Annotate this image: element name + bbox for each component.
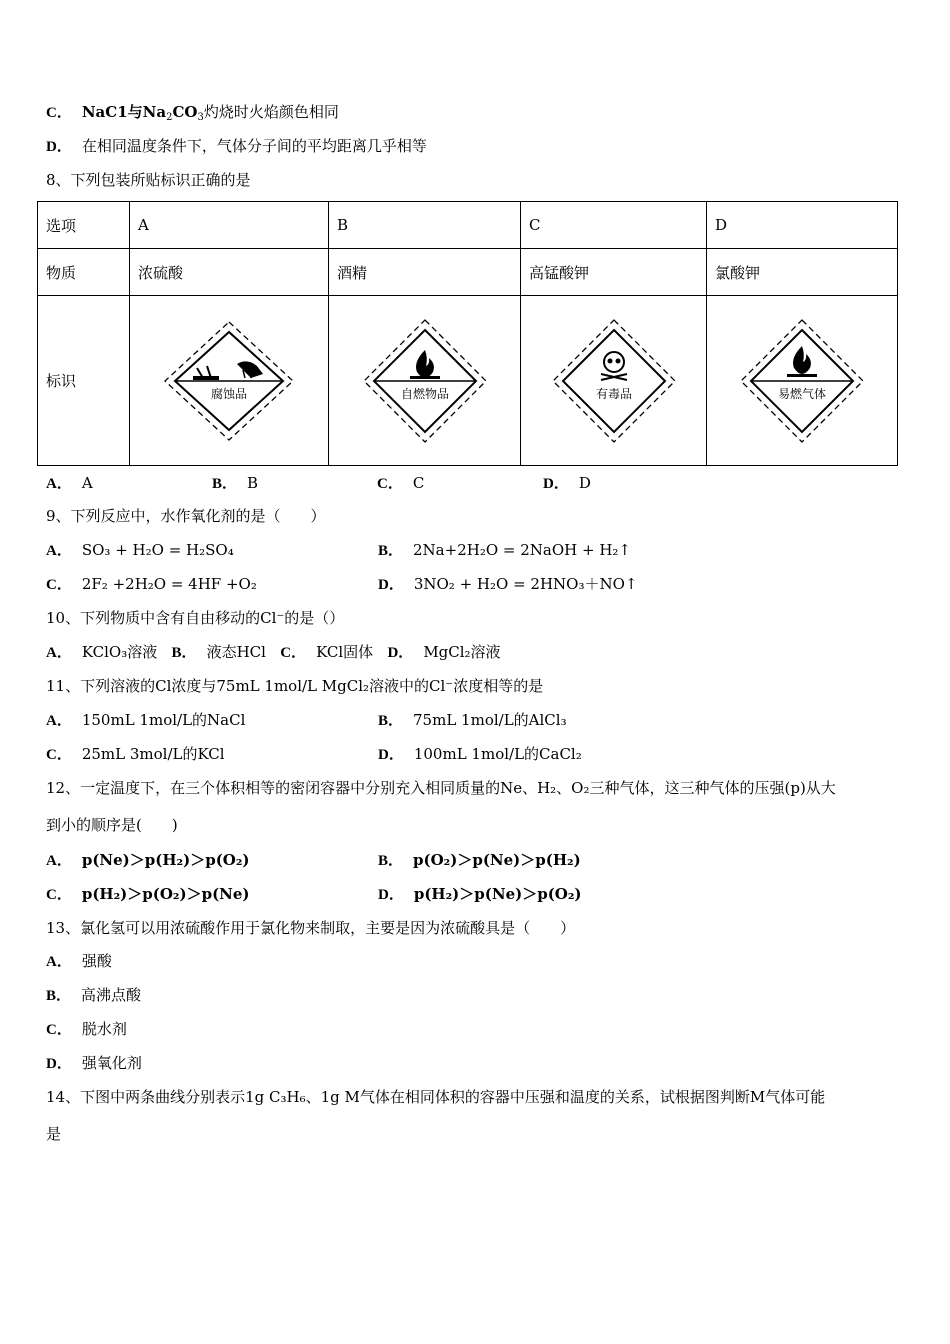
option-label: B． <box>378 853 404 869</box>
option-label: B． <box>378 713 404 729</box>
substance-c: 高锰酸钾 <box>521 249 707 296</box>
option-label: B． <box>378 543 404 559</box>
answer-label: D． <box>543 476 569 492</box>
option-label: B． <box>46 988 72 1004</box>
option-text: 液态HCl <box>206 643 266 661</box>
option-b-header: B <box>329 202 521 249</box>
q11-option-a[interactable] <box>46 710 245 731</box>
q12-option-c[interactable] <box>46 884 250 905</box>
substance-d: 氯酸钾 <box>707 249 898 296</box>
q11-option-b[interactable] <box>378 710 567 731</box>
q14-stem-line1: 14、下图中两条曲线分别表示1g C₃H₆、1g M气体在相同体积的容器中压强和温度的关系，试根据图判断M气体可能 <box>46 1088 826 1106</box>
substance-b: 酒精 <box>329 249 521 296</box>
option-text: SO₃ + H₂O = H₂SO₄ <box>81 541 234 559</box>
option-text: 2Na+2H₂O = 2NaOH + H₂↑ <box>413 541 631 559</box>
option-label: C． <box>46 887 72 903</box>
option-text: 150mL 1mol/L的NaCl <box>81 711 246 729</box>
q10-option-d[interactable] <box>387 643 500 661</box>
answer-label: A． <box>46 476 72 492</box>
q8-answer-b[interactable] <box>212 472 258 493</box>
answer-label: C． <box>377 476 403 492</box>
option-label: A． <box>46 713 72 729</box>
option-text: 3NO₂ + H₂O = 2HNO₃＋NO↑ <box>413 575 638 593</box>
option-text: 强氧化剂 <box>81 1054 142 1072</box>
q9-option-a[interactable] <box>46 540 234 561</box>
q13-option-d[interactable] <box>46 1053 142 1074</box>
option-text: 25mL 3mol/L的KCl <box>81 745 225 763</box>
option-label: D． <box>378 747 404 763</box>
sub: 2 <box>166 112 173 123</box>
option-text: MgCl₂溶液 <box>423 643 501 661</box>
option-label: B． <box>171 645 197 661</box>
toxic-sign-icon <box>549 316 679 446</box>
q11-option-c[interactable] <box>46 744 225 765</box>
sign-text-c: 有毒品 <box>595 386 632 401</box>
q8-answer-d[interactable] <box>543 472 591 493</box>
row-header-substance: 物质 <box>38 249 130 296</box>
corrosive-sign-icon <box>159 316 299 446</box>
q12-stem-line2: 到小的顺序是( ) <box>46 816 178 834</box>
q8-label-table <box>37 201 898 466</box>
option-label: A． <box>46 645 72 661</box>
option-text: 强酸 <box>81 952 112 970</box>
q7-option-d-label: D． <box>46 139 72 155</box>
q9-option-b[interactable] <box>378 540 631 561</box>
option-text: p(O₂)＞p(Ne)＞p(H₂) <box>413 851 581 869</box>
option-text: p(H₂)＞p(O₂)＞p(Ne) <box>81 885 250 903</box>
q8-answers <box>46 472 646 492</box>
answer-text: D <box>578 474 591 492</box>
option-text: 高沸点酸 <box>81 986 142 1004</box>
option-text: 脱水剂 <box>81 1020 127 1038</box>
table-row <box>38 202 898 249</box>
q8-answer-a[interactable] <box>46 472 93 493</box>
option-c-header: C <box>521 202 707 249</box>
q8-answer-c[interactable] <box>377 472 424 493</box>
q9-stem: 9、下列反应中，水作氧化剂的是（ ） <box>46 507 326 525</box>
q10-stem: 10、下列物质中含有自由移动的Cl⁻的是（） <box>46 609 345 627</box>
sign-text-a: 腐蚀品 <box>210 386 248 401</box>
q13-stem: 13、氯化氢可以用浓硫酸作用于氯化物来制取，主要是因为浓硫酸具是（ ） <box>46 919 576 937</box>
q7-option-c-text-c: 灼烧时火焰颜色相同 <box>203 103 339 121</box>
q7-option-c-label: C． <box>46 105 72 121</box>
option-text: p(Ne)＞p(H₂)＞p(O₂) <box>81 851 250 869</box>
answer-label: B． <box>212 476 238 492</box>
q7-option-c <box>46 102 339 123</box>
option-label: D． <box>378 887 404 903</box>
q11-option-d[interactable] <box>378 744 582 765</box>
q13-option-c[interactable] <box>46 1019 127 1040</box>
flammable-gas-sign-icon <box>737 316 867 446</box>
option-text: KClO₃溶液 <box>81 643 158 661</box>
sign-cell-c <box>521 296 707 466</box>
option-label: D． <box>387 645 414 661</box>
option-label: C． <box>280 645 307 661</box>
q9-option-c[interactable] <box>46 574 257 595</box>
option-label: A． <box>46 543 72 559</box>
q7-option-d <box>46 136 427 157</box>
sign-cell-b <box>329 296 521 466</box>
option-text: KCl固体 <box>316 643 374 661</box>
answer-text: B <box>247 474 259 492</box>
self-ignition-sign-icon <box>360 316 490 446</box>
option-text: p(H₂)＞p(Ne)＞p(O₂) <box>413 885 582 903</box>
option-text: 75mL 1mol/L的AlCl₃ <box>413 711 567 729</box>
row-header-option: 选项 <box>38 202 130 249</box>
option-d-header: D <box>707 202 898 249</box>
sign-cell-a <box>130 296 329 466</box>
q14-stem-line2: 是 <box>46 1125 62 1143</box>
q10-option-b[interactable] <box>172 643 266 661</box>
q11-stem: 11、下列溶液的Cl浓度与75mL 1mol/L MgCl₂溶液中的Cl⁻浓度相等的是 <box>46 677 544 695</box>
answer-text: C <box>412 474 425 492</box>
q12-option-d[interactable] <box>378 884 582 905</box>
q10-option-c[interactable] <box>280 643 373 661</box>
table-row <box>38 296 898 466</box>
sub: 3 <box>197 112 204 123</box>
option-label: C． <box>46 577 72 593</box>
sign-cell-d <box>707 296 898 466</box>
q13-option-b[interactable] <box>46 985 141 1006</box>
q8-stem: 8、下列包装所贴标识正确的是 <box>46 171 251 189</box>
sign-text-d: 易燃气体 <box>777 386 827 401</box>
sign-text-b: 自燃物品 <box>400 386 449 401</box>
q9-option-d[interactable] <box>378 574 637 595</box>
q7-option-d-text: 在相同温度条件下，气体分子间的平均距离几乎相等 <box>81 137 427 155</box>
substance-a: 浓硫酸 <box>130 249 329 296</box>
option-label: A． <box>46 853 72 869</box>
q13-option-a[interactable] <box>46 951 112 972</box>
q12-option-a[interactable] <box>46 850 250 871</box>
option-label: D． <box>378 577 404 593</box>
option-label: C． <box>46 747 72 763</box>
q12-option-b[interactable] <box>378 850 581 871</box>
option-label: A． <box>46 954 72 970</box>
q7-option-c-text-b: CO <box>172 103 198 121</box>
option-text: 2F₂ +2H₂O = 4HF +O₂ <box>81 575 257 593</box>
option-a-header: A <box>130 202 329 249</box>
table-row <box>38 249 898 296</box>
option-label: C． <box>46 1022 72 1038</box>
option-text: 100mL 1mol/L的CaCl₂ <box>413 745 582 763</box>
q7-option-c-text-a: NaC1与Na <box>81 103 167 121</box>
q10-options <box>46 642 501 663</box>
row-header-sign: 标识 <box>38 296 130 466</box>
option-label: D． <box>46 1056 72 1072</box>
answer-text: A <box>81 474 93 492</box>
q10-option-a[interactable] <box>46 643 157 661</box>
q12-stem-line1: 12、一定温度下，在三个体积相等的密闭容器中分别充入相同质量的Ne、H₂、O₂三种气体，这三种气体的压强(p)从大 <box>46 779 836 797</box>
